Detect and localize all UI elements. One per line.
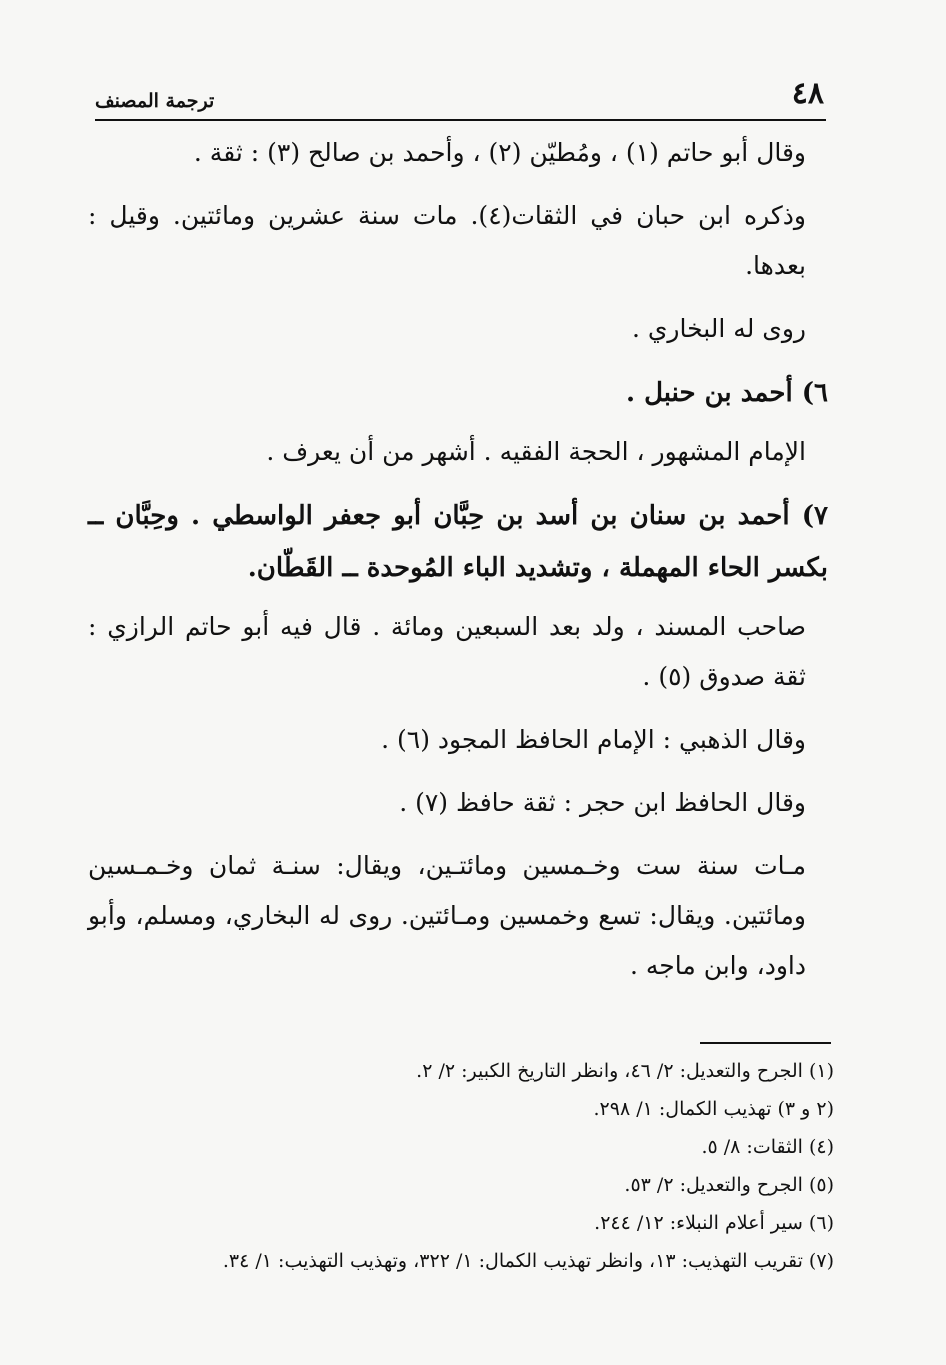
footnotes [100, 1052, 834, 1280]
footnote-6: (٦) سير أعلام النبلاء: ١٢/ ٢٤٤. [594, 1212, 834, 1234]
main-text [88, 128, 828, 1004]
page-number: ٤٨ [791, 76, 824, 111]
paragraph-1: وقال أبو حاتم (١) ، ومُطيّن (٢) ، وأحمد بن صالح (٣) : ثقة . [193, 138, 806, 167]
page-header [95, 78, 824, 118]
header-rule [95, 119, 826, 121]
entry-heading-6: ٦) أحمد بن حنبل . [626, 378, 828, 408]
paragraph-2: وذكره ابن حبان في الثقات(٤). مات سنة عشرين ومائتين. وقيل : بعدها. [88, 201, 806, 280]
footnote-5: (٥) الجرح والتعديل: ٢/ ٥٣. [624, 1174, 834, 1196]
paragraph-5: الإمام المشهور ، الحجة الفقيه . أشهر من أن يعرف . [266, 437, 806, 466]
running-title: ترجمة المصنف [95, 90, 215, 112]
footnote-4: (٤) الثقات: ٨/ ٥. [701, 1136, 834, 1158]
paragraph-9: وقال الحافظ ابن حجر : ثقة حافظ (٧) . [399, 788, 806, 817]
paragraph-10: مـات سنة ست وخـمسين ومائتـين، ويقال: سنـة ثمان وخـمـسين ومائتين. ويقال: تسع وخمسين ومـائتين. روى له البخاري، ومسلم، وأبو داود، وابن ماجه . [88, 851, 806, 980]
entry-heading-7: ٧) أحمد بن سنان بن أسد بن حِبَّان أبو جعفر الواسطي . وحِبَّان ــ بكسر الحاء المهملة ، وتشديد الباء المُوحدة ــ القَطّان. [88, 501, 828, 583]
footnote-7: (٧) تقريب التهذيب: ١٣، وانظر تهذيب الكمال: ١/ ٣٢٢، وتهذيب التهذيب: ١/ ٣٤. [222, 1250, 834, 1272]
footnote-1: (١) الجرح والتعديل: ٢/ ٤٦، وانظر التاريخ الكبير: ٢/ ٢. [416, 1060, 834, 1082]
paragraph-3: روى له البخاري . [631, 314, 806, 343]
footnote-rule [700, 1042, 831, 1044]
paragraph-7: صاحب المسند ، ولد بعد السبعين ومائة . قال فيه أبو حاتم الرازي : ثقة صدوق (٥) . [88, 612, 806, 691]
footnote-2-3: (٢ و ٣) تهذيب الكمال: ١/ ٢٩٨. [593, 1098, 834, 1120]
paragraph-8: وقال الذهبي : الإمام الحافظ المجود (٦) . [381, 725, 806, 754]
